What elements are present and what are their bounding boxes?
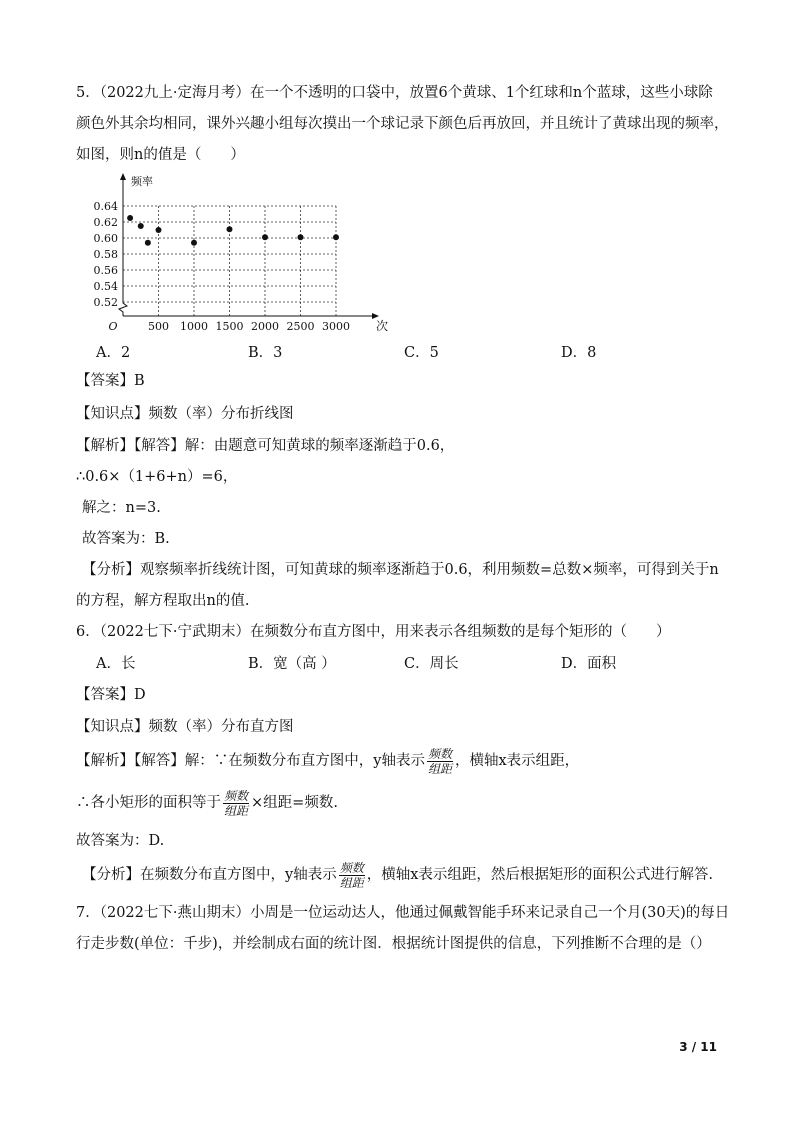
fraction-numerator: 频数 — [427, 746, 452, 761]
q6-stem: 6．（2022七下·宁武期末）在频数分布直方图中，用来表示各组频数的是每个矩形的（ ） — [76, 624, 671, 640]
q5-knowledge: 【知识点】频数（率）分布折线图 — [76, 406, 294, 422]
q6-analysis-prefix: 【解析】【解答】解：∵在频数分布直方图中，y轴表示 — [76, 753, 425, 769]
q6-option-d: D．面积 — [561, 656, 617, 672]
q5-option-d: D．8 — [561, 345, 597, 361]
q5-option-a: A．2 — [96, 345, 131, 361]
fraction-pinshu-zuju — [223, 789, 249, 818]
data-point — [333, 234, 339, 240]
x-tick-label: 500 — [148, 320, 169, 333]
fraction-numerator: 频数 — [339, 860, 364, 875]
y-tick-label: 0.56 — [93, 264, 118, 277]
q5-stem-line2: 颜色外其余均相同，课外兴趣小组每次摸出一个球记录下颜色后再放回，并且统计了黄球出现的频率， — [76, 116, 729, 132]
q5-analysis-3: 解之：n=3. — [82, 500, 161, 516]
q6-line2-prefix: ∴各小矩形的面积等于 — [76, 795, 221, 811]
y-tick-label: 0.64 — [93, 200, 118, 213]
fraction-pinshu-zuju — [339, 861, 365, 890]
y-tick-label: 0.52 — [93, 296, 118, 309]
x-tick-label: 1000 — [180, 320, 208, 333]
q5-options — [96, 341, 716, 363]
q7-stem-line1: 7．（2022七下·燕山期末）小周是一位运动达人，他通过佩戴智能手环来记录自己一个月(30天)的每日 — [76, 905, 730, 921]
q5-stem-line1: 5．（2022九上·定海月考）在一个不透明的口袋中，放置6个黄球、1个红球和n个蓝球，这些小球除 — [76, 85, 713, 101]
q6-fenxi-suffix: ，横轴x表示组距，然后根据矩形的面积公式进行解答. — [366, 867, 714, 883]
q6-line2-suffix: ×组距=频数. — [251, 795, 338, 811]
data-point — [227, 226, 233, 232]
q6-option-b: B．宽（高 ） — [248, 656, 336, 672]
fraction-denominator: 组距 — [339, 875, 364, 890]
fraction-denominator: 组距 — [224, 803, 249, 818]
q6-option-c: C．周长 — [404, 656, 459, 672]
y-tick-label: 0.60 — [93, 232, 118, 245]
q6-option-a: A．长 — [96, 656, 136, 672]
data-point — [156, 227, 162, 233]
q6-answer: 【答案】D — [76, 687, 146, 703]
q5-fenxi-1: 【分析】观察频率折线统计图，可知黄球的频率逐渐趋于0.6，利用频数=总数×频率，可得到关于n — [82, 562, 719, 578]
y-axis-arrow — [120, 173, 126, 180]
page-number: 3 / 11 — [679, 1040, 717, 1054]
x-tick-label: 2500 — [286, 320, 315, 333]
q5-option-c: C．5 — [404, 345, 439, 361]
origin-label: O — [108, 320, 118, 333]
data-point — [262, 234, 268, 240]
fraction-numerator: 频数 — [224, 788, 249, 803]
q6-conclusion: 故答案为：D. — [76, 833, 165, 849]
data-point — [138, 223, 144, 229]
q6-analysis-line1 — [76, 744, 723, 778]
y-tick-label: 0.58 — [93, 248, 118, 261]
fraction-pinshu-zuju — [427, 747, 453, 776]
y-tick-label: 0.62 — [93, 216, 118, 229]
data-point — [127, 215, 133, 221]
y-axis-label: 频率 — [131, 175, 153, 188]
data-point — [145, 240, 151, 246]
x-tick-label: 3000 — [322, 320, 350, 333]
q5-analysis-2: ∴0.6×（1+6+n）=6， — [76, 469, 238, 485]
q5-analysis-4: 故答案为：B. — [82, 531, 170, 547]
x-axis-label: 次 — [375, 319, 389, 333]
data-point — [191, 240, 197, 246]
q6-fenxi — [82, 858, 723, 892]
y-tick-label: 0.54 — [93, 280, 118, 293]
q5-analysis-1: 【解析】【解答】解：由题意可知黄球的频率逐渐趋于0.6， — [76, 438, 455, 454]
q6-fenxi-prefix: 【分析】在频数分布直方图中，y轴表示 — [82, 867, 337, 883]
q5-answer: 【答案】B — [76, 373, 145, 389]
x-tick-label: 1500 — [215, 320, 244, 333]
frequency-chart — [86, 170, 389, 333]
q5-option-b: B．3 — [248, 345, 283, 361]
q5-fenxi-2: 的方程，解方程取出n的值. — [76, 593, 250, 609]
q6-analysis-suffix: ，横轴x表示组距， — [454, 753, 580, 769]
q7-stem-line2: 行走步数(单位：千步)，并绘制成右面的统计图．根据统计图提供的信息，下列推断不合理的是（） — [76, 936, 711, 952]
x-tick-label: 2000 — [251, 320, 279, 333]
q6-analysis-line2 — [76, 786, 723, 820]
q6-options — [96, 652, 716, 674]
fraction-denominator: 组距 — [427, 761, 452, 776]
q6-knowledge: 【知识点】频数（率）分布直方图 — [76, 719, 294, 735]
data-point — [298, 234, 304, 240]
q5-stem-line3: 如图，则n的值是（ ） — [76, 147, 245, 163]
y-axis — [119, 178, 127, 316]
